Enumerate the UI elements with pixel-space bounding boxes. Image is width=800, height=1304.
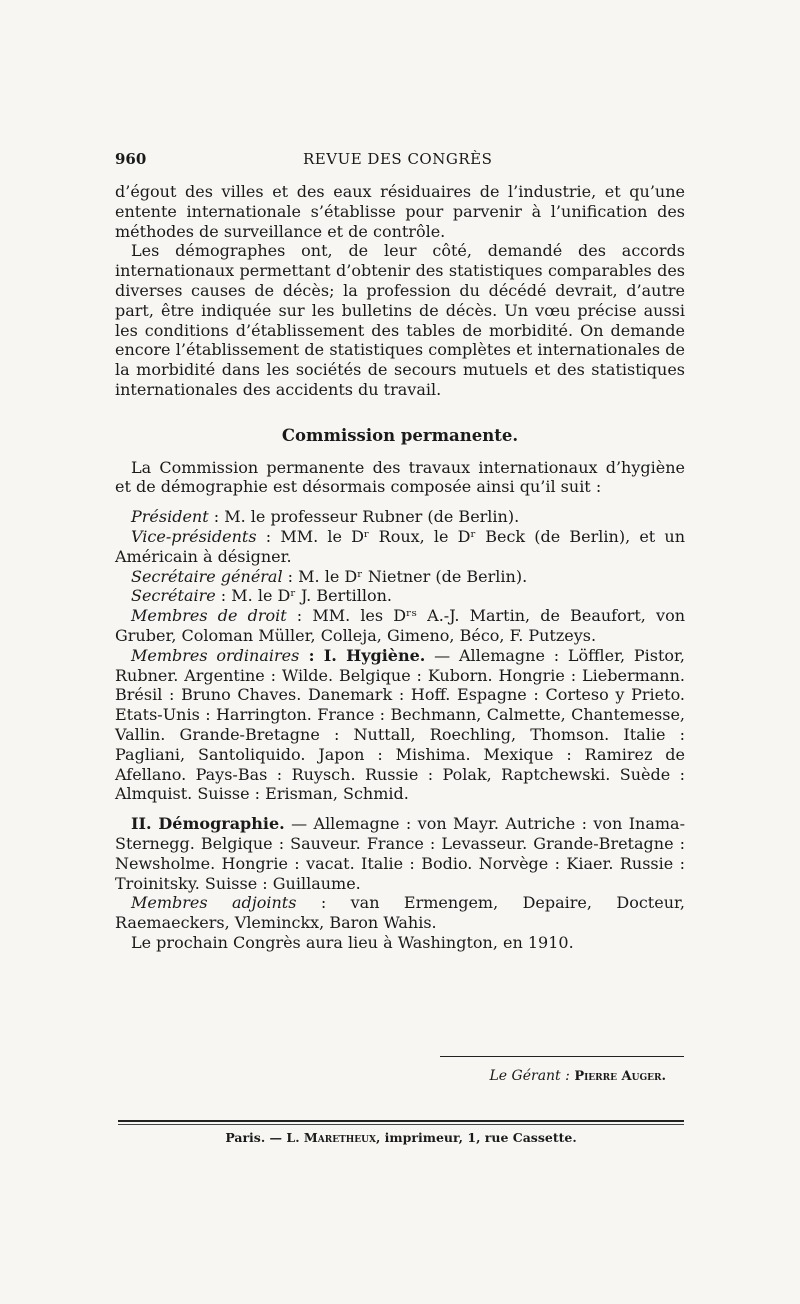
imprint-printer: Maretheux [303, 1130, 376, 1145]
droit-label: Membres de droit [131, 606, 287, 626]
imprint-rule [118, 1120, 684, 1122]
imprint-prefix: Paris. — L. [225, 1130, 304, 1145]
sec-text: : M. le Dʳ J. Bertillon. [215, 586, 392, 606]
signature [440, 1068, 666, 1084]
president-text: : M. le professeur Rubner (de Berlin). [208, 507, 520, 527]
signature-role: Le Gérant : [489, 1068, 575, 1084]
secgen-label: Secrétaire général [131, 566, 283, 586]
president-label: Président [131, 507, 209, 527]
signature-name: Pierre Auger. [574, 1069, 666, 1084]
secgen-text: : M. le Dʳ Nietner (de Berlin). [282, 566, 528, 586]
sec-label: Secrétaire [131, 586, 216, 606]
vice-label: Vice-présidents [131, 526, 257, 546]
signature-rule [440, 1056, 684, 1057]
running-title: REVUE DES CONGRÈS [303, 150, 493, 168]
closing-sentence: Le prochain Congrès aura lieu à Washington, en 1910. [131, 932, 574, 952]
imprint-line [118, 1130, 684, 1145]
page-number: 960 [115, 150, 147, 168]
imprint-rule-thin [118, 1124, 684, 1125]
paragraph-demographes: Les démographes ont, de leur côté, demandé des accords internationaux permettant d’obtenir des statistiques comparables des diverses causes de décès; la profession du décédé devrait, d’autre part, être indiquée sur les bulletins de décès. Un vœu précise aussi les conditions d’établissement des tables de morbidité. On demande encore l’établissement de statistiques complètes et internationales de la morbidité dans les sociétés de secours mutuels et des statistiques internationales des accidents du travail. [115, 241, 685, 399]
demographie-text: — Allemagne : von Mayr. Autriche : von Inama-Sternegg. Belgique : Sauveur. France : Levasseur. Grande-Bretagne : Newsholme. Hongrie : vacat. Italie : Bodio. Norvège : Kiaer. Russie : Troinitsky. Suisse : Guillaume. [115, 814, 686, 893]
entry-vice-presidents [115, 527, 685, 567]
vice-text: : MM. le Dʳ Roux, le Dʳ Beck (de Berlin), et un Américain à désigner. [115, 526, 685, 566]
entry-membres-adjoints [115, 893, 685, 933]
paragraph-egout: d’égout des villes et des eaux résiduaires de l’industrie, et qu’une entente internationale s’établisse pour parvenir à l’unification des méthodes de surveillance et de contrôle. [115, 182, 685, 241]
entry-secretaire-general [115, 567, 685, 587]
demographie-label: II. Démographie. [131, 814, 285, 834]
imprint-suffix: , imprimeur, 1, rue Cassette. [375, 1130, 577, 1145]
adjoints-label: Membres adjoints [131, 893, 297, 913]
adjoints-text: : van Ermengem, Depaire, Docteur, Raemaeckers, Vleminckx, Baron Wahis. [115, 893, 685, 933]
running-head [115, 150, 685, 172]
hygiene-text: — Allemagne : Löffler, Pistor, Rubner. Argentine : Wilde. Belgique : Kuborn. Hongrie : Liebermann. Brésil : Bruno Chaves. Danemark : Hoff. Espagne : Corteso y Prieto. Etats-Unis : Harrington. France : Bechmann, Calmette, Chantemesse, Vallin. Grande-Bretagne : Nuttall, Roechling, Thomson. Italie : Pagliani, Santoliquido. Japon : Mishima. Mexique : Ramirez de Afellano. Pays-Bas : Ruysch. Russie : Polak, Raptchewski. Suède : Almquist. Suisse : Erisman, Schmid. [115, 645, 686, 804]
entry-demographie [115, 814, 685, 893]
droit-text: : MM. les Dʳˢ A.-J. Martin, de Beaufort, von Gruber, Coloman Müller, Colleja, Gimeno, Béco, F. Putzeys. [115, 606, 686, 645]
ordinaires-label: Membres ordinaires [131, 645, 300, 665]
hygiene-label: : I. Hygiène. [299, 645, 426, 665]
entry-membres-ordinaires [115, 646, 685, 804]
commission-intro: La Commission permanente des travaux internationaux d’hygiène et de démographie est désormais composée ainsi qu’il suit : [115, 457, 685, 497]
page-content [115, 150, 685, 953]
entry-secretaire [115, 586, 685, 606]
entry-president [115, 507, 685, 527]
section-heading: Commission permanente. [281, 425, 519, 445]
entry-membres-de-droit [115, 606, 685, 646]
